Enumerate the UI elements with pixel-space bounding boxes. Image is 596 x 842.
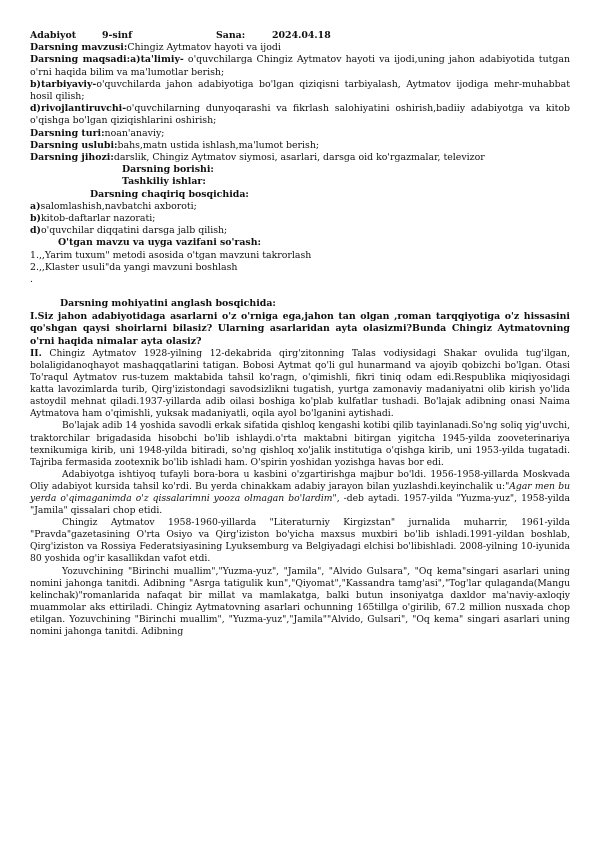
method-value: bahs,matn ustida ishlash,ma'lumot berish; (117, 139, 320, 151)
paragraph-3-end: ", -deb aytadi. 1957-yilda "Yuzma-yuz", 1958-yilda "Jamila" qissalari chop etidi. (30, 493, 570, 517)
equipment-label: Darsning jihozi: (30, 152, 114, 164)
step-d-label: d) (30, 225, 41, 237)
comprehension-heading: Darsning mohiyatini anglash bosqichida: (60, 298, 276, 310)
goal-d-line (30, 103, 570, 127)
goal-b-label: b)tarbiyaviy- (30, 78, 97, 90)
type-label: Darsning turi: (30, 127, 105, 139)
paragraph-4: Chingiz Aytmatov 1958-1960-yillarda "Literaturniy Kirgizstan" jurnalida muharrir, 1961-yilda "Pravda"gazetasining O'rta Osiyo va Qirg'iziston bo'yicha maxsus muxbiri bo'lib ishladi.1991-yildan boshlab, Qirg'iziston va Rossiya Federatsiyasining Lyuksemburg va Belgiyadagi elchisi bo'libishladi. 2008-yilning 10-iyunida 80 yoshida og'ir kasallikdan vafot etdi. (30, 517, 570, 565)
step-d (30, 225, 570, 237)
paragraph-5: Yozuvchining "Birinchi muallim","Yuzma-yuz", "Jamila", "Alvido Gulsara", "Oq kema"singari asarlari uning nomini jahonga tanitdi. Adibning "Asrga tatigulik kun","Qiyomat","Kassandra tamg'asi","Tog'lar qulaganda(Mangu kelinchak)"romanlarida nafaqat bir millat va mamlakatga, balki butun insoniyatga daxldor ma'naviy-axloqiy muammolar aks ettiriladi. Chingiz Aytmatovning asarlari ochunning 165tillga o'girilib, 67.2 million nusxada chop etilgan. Yozuvchining "Birinchi muallim", "Yuzma-yuz","Jamila""Alvido, Gulsari", "Oq kema" singari asarlari uning nomini jahonga tanitdi. Adibning (30, 565, 570, 638)
goal-d-text: o'quvchilarning dunyoqarashi va fikrlash salohiyatini oshirish,badiiy adabiyotga va kitob o'qishga bo'lgan qiziqishlarini oshirish; (30, 103, 570, 127)
stray-dot: . (30, 274, 33, 286)
topic-value: Chingiz Aytmatov hayoti va ijodi (127, 42, 281, 54)
date: 2024.04.18 (272, 30, 331, 41)
goal-a-line (30, 54, 570, 78)
goal-label: Darsning maqsadi: (30, 54, 131, 66)
review-item-2: 2.,,Klaster usuli"da yangi mavzuni boshlash (30, 261, 238, 273)
review-heading: O'tgan mavzu va uyga vazifani so'rash: (58, 237, 261, 249)
step-d-text: o'quvchilar diqqatini darsga jalb qilish; (41, 225, 228, 237)
step-b-label: b) (30, 213, 41, 225)
subject: Adabiyot (30, 30, 77, 41)
review-item-1: 1.,,Yarim tuxum" metodi asosida o'tgan mavzuni takrorlash (30, 249, 312, 261)
step-a (30, 201, 570, 213)
biography-text (30, 348, 570, 638)
method-line (30, 140, 570, 152)
paragraph-1-text: Chingiz Aytmatov 1928-yilning 12-dekabrida qirg'zitonning Talas vodiysidagi Shakar ovulida tug'ilgan, bolaligidanoqhayot mashaqqatlarini tatigan. Bobosi Aytmat qo'li gul hunarmand va ajoyib qobizchi bo'lgan. Otasi To'raqul Aytmatov rus-tuzem maktabida tahsil ko'ragn, o'qimishli, fikri tiniq odam edi.Respublika miqiyosidagi katta lavozimlarda turib, Qirg'izistondagi savodsizlikni tugatish, yurtga zamonaviy madaniyatni olib kirish yo'lida astoydil mehnat qiladi.1937-yillarda adib oilasi boshiga ko'plab kulfatlar tushadi. Bo'lajak adibning onasi Naima Aytmatova ham o'qimishli, yuksak madaniyatli, oqila ayol bo'lganini aytishadi. (30, 347, 570, 420)
lesson-progress-heading: Darsning borishi: (122, 164, 214, 176)
question-paragraph: I.Siz jahon adabiyotidaga asarlarni o'z o'rniga ega,jahon tan olgan ,roman tarqqiyotiga o'z hissasini qo'shgan qaysi shoirlarni bilasiz? Ularning asarlaridan ayta olasizmi?Bunda Chingiz Aytmatovning o'rni haqida nimalar ayta olasiz? (30, 311, 570, 347)
lesson-plan-page (30, 30, 570, 638)
goal-a-label: a)ta'limiy- (130, 54, 184, 66)
date-label: Sana: (216, 30, 246, 41)
type-line (30, 128, 570, 140)
step-a-label: a) (30, 200, 41, 212)
topic-label: Darsning mavzusi: (30, 42, 128, 54)
header-line (30, 30, 570, 42)
paragraph-3-quote: Agar men bu yerda o'qimaganimda o'z qissalarimni yooza olmagan bo'lardim (30, 480, 570, 504)
equipment-line (30, 152, 570, 164)
paragraph-3-start: Adabiyotga ishtiyoq tufayli bora-bora u kasbini o'zgartirishga majbur bo'ldi. 1956-1958-yillarda Moskvada Oliy adabiyot kursida tahsil ko'rdi. Bu yerda chinakkam adabiy jarayon bilan yuzlashdi.keyinchalik u:" (30, 468, 570, 492)
method-label: Darsning uslubi: (30, 139, 118, 151)
paragraph-3 (30, 469, 570, 517)
goal-b-text: o'quvchilarda jahon adabiyotiga bo'lgan qiziqisni tarbiyalash, Aytmatov ijodiga mehr-muhabbat hosil qilish; (30, 78, 570, 103)
topic-line (30, 42, 570, 54)
goal-a-text: o'quvchilarga Chingiz Aytmatov hayoti va ijodi,uning jahon adabiyotida tutgan o'rni haqida bilim va ma'lumotlar berish; (30, 54, 570, 78)
type-value: noan'anaviy; (104, 127, 165, 139)
grade: 9-sinf (102, 30, 133, 41)
step-a-text: salomlashish,navbatchi axboroti; (40, 200, 197, 212)
paragraph-1-label: II. (30, 347, 42, 359)
equipment-value: darslik, Chingiz Aytmatov siymosi, asarlari, darsga oid ko'rgazmalar, televizor (113, 152, 485, 164)
call-stage-heading: Darsning chaqiriq bosqichida: (90, 188, 249, 200)
step-b (30, 213, 570, 225)
paragraph-1 (30, 348, 570, 421)
goal-d-label: d)rivojlantiruvchi- (30, 103, 127, 115)
paragraph-2: Bo'lajak adib 14 yoshida savodli erkak sifatida qishloq kengashi kotibi qilib tayinlanadi.So'ng soliq yig'uvchi, traktorchilar brigadasida hisobchi bo'lib ishlaydi.o'rta maktabni bitirgan yigitcha 1945-yilda zooveterinariya texnikumiga kirib, uni 1948-yilda bitiradi, so'ng qishloq xo'jalik institutiga o'qishga kirib, uni 1953-yilda tugatadi. Tajriba fermasida zootexnik bo'lib ishladi ham. O'spirin yoshidan yozishga havas bor edi. (30, 420, 570, 468)
step-b-text: kitob-daftarlar nazorati; (41, 213, 156, 225)
goal-b-line (30, 79, 570, 103)
organizational-heading: Tashkiliy ishlar: (122, 176, 206, 188)
